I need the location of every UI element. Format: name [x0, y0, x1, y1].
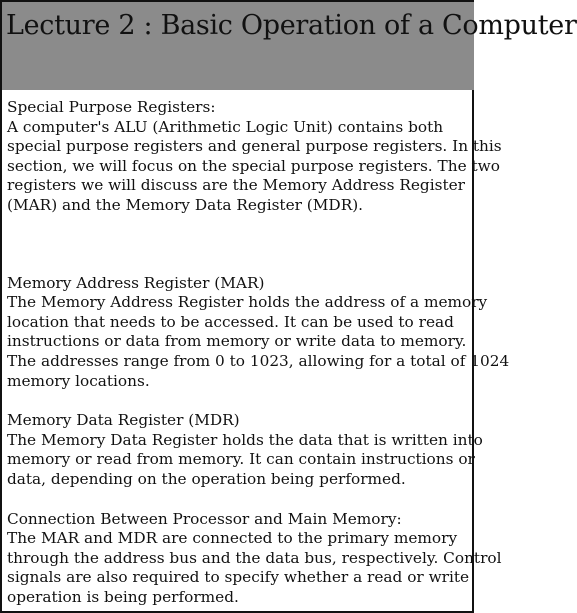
text-line: The Memory Address Register holds the address of a memory [7, 293, 488, 312]
text-line: operation is being performed. [7, 587, 239, 606]
text-line: The addresses range from 0 to 1023, allowing for a total of 1024 [7, 351, 510, 370]
section-heading: Memory Address Register (MAR) [7, 273, 265, 292]
section-heading: Memory Data Register (MDR) [7, 411, 240, 430]
section-processor-memory-connection [7, 510, 527, 608]
text-line: special purpose registers and general purpose registers. In this [7, 137, 502, 156]
section-special-purpose-registers [7, 98, 527, 216]
title-bar [2, 2, 577, 90]
section-heading: Connection Between Processor and Main Memory: [7, 509, 402, 528]
text-line: (MAR) and the Memory Data Register (MDR). [7, 195, 364, 214]
spacer [7, 490, 527, 510]
section-mar [7, 274, 527, 392]
section-heading: Special Purpose Registers: [7, 98, 216, 116]
section-mdr [7, 411, 527, 489]
text-line: instructions or data from memory or write data to memory. [7, 332, 467, 351]
text-line: The Memory Data Register holds the data that is written into [7, 430, 483, 449]
text-line: memory locations. [7, 371, 150, 390]
text-line: A computer's ALU (Arithmetic Logic Unit) contains both [7, 117, 444, 136]
text-line: through the address bus and the data bus, respectively. Control [7, 548, 502, 567]
text-line: location that needs to be accessed. It can be used to read [7, 312, 454, 331]
text-line: registers we will discuss are the Memory Address Register [7, 176, 465, 195]
text-line: The MAR and MDR are connected to the primary memory [7, 529, 458, 548]
slide-title: Lecture 2 : Basic Operation of a Computer [6, 10, 577, 41]
spacer [7, 216, 527, 274]
text-line: signals are also required to specify whether a read or write [7, 568, 470, 587]
spacer [7, 391, 527, 411]
text-line: section, we will focus on the special purpose registers. The two [7, 156, 500, 175]
slide-body [7, 98, 527, 607]
text-line: data, depending on the operation being performed. [7, 469, 406, 488]
text-line: memory or read from memory. It can contain instructions or [7, 450, 475, 469]
